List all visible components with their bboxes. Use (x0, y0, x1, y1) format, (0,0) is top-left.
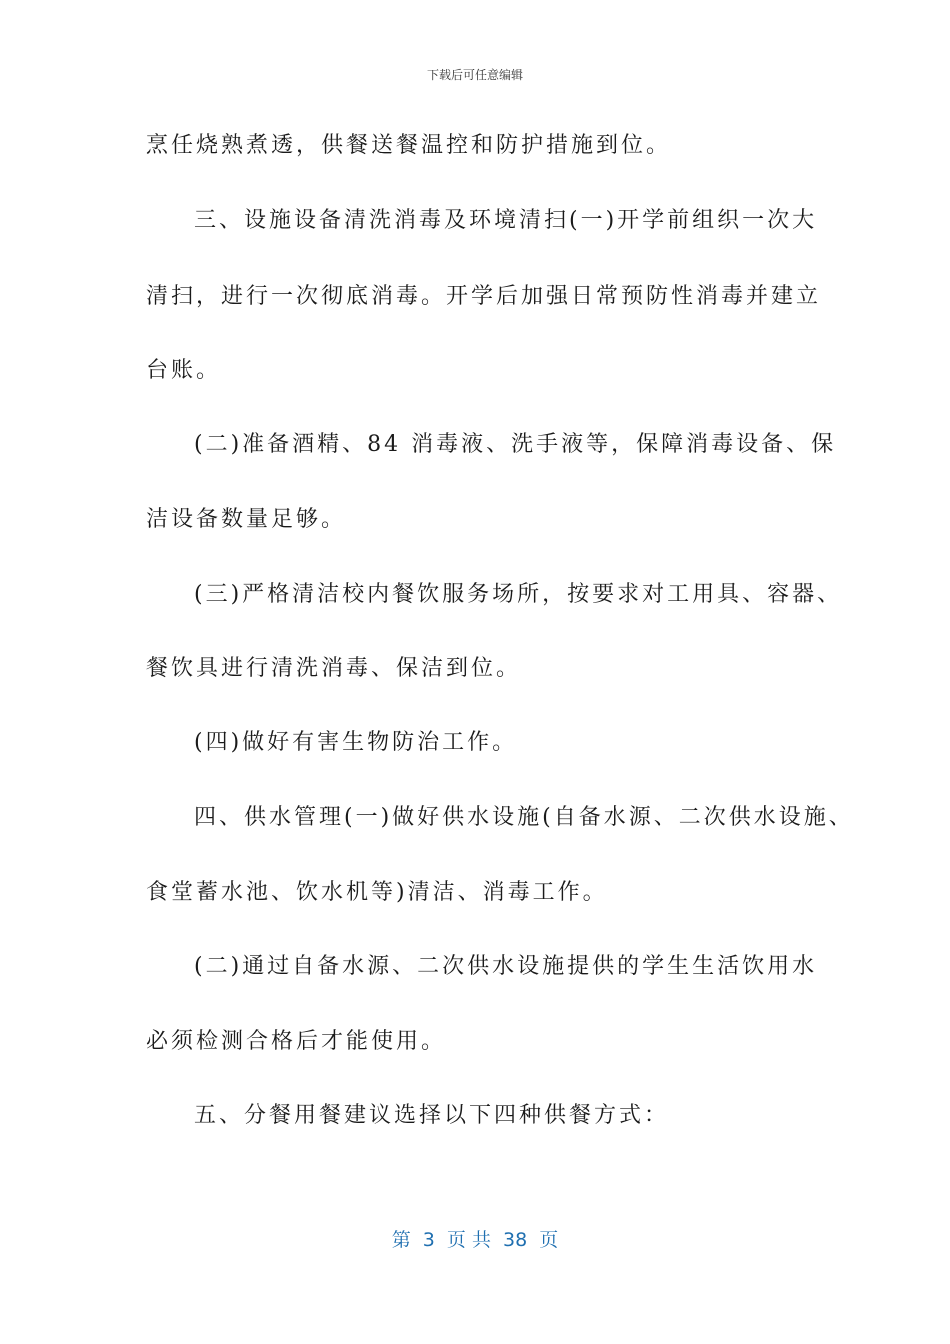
page-header: 下载后可任意编辑 (426, 68, 523, 82)
text-line: (二)通过自备水源、二次供水设施提供的学生生活饮用水 (194, 954, 818, 979)
text-line: (三)严格清洁校内餐饮服务场所，按要求对工用具、容器、 (194, 582, 843, 607)
text-line: 五、分餐用餐建议选择以下四种供餐方式： (194, 1103, 670, 1128)
text-line: 餐饮具进行清洗消毒、保洁到位。 (146, 656, 522, 681)
text-line: (二)准备酒精、84 消毒液、洗手液等，保障消毒设备、保 (194, 432, 837, 457)
text-line: 洁设备数量足够。 (146, 507, 347, 532)
text-line: 烹任烧熟煮透，供餐送餐温控和防护措施到位。 (146, 133, 672, 158)
text-line: (四)做好有害生物防治工作。 (194, 730, 518, 755)
text-line: 台账。 (146, 358, 222, 383)
text-line: 食堂蓄水池、饮水机等)清洁、消毒工作。 (146, 880, 608, 905)
text-line: 必须检测合格后才能使用。 (146, 1029, 447, 1054)
text-line: 三、设施设备清洗消毒及环境清扫(一)开学前组织一次大 (194, 208, 818, 233)
text-line: 四、供水管理(一)做好供水设施(自备水源、二次供水设施、 (194, 805, 854, 830)
text-line: 清扫，进行一次彻底消毒。开学后加强日常预防性消毒并建立 (146, 284, 822, 309)
page-number-footer: 第 3 页 共 38 页 (391, 1229, 559, 1251)
